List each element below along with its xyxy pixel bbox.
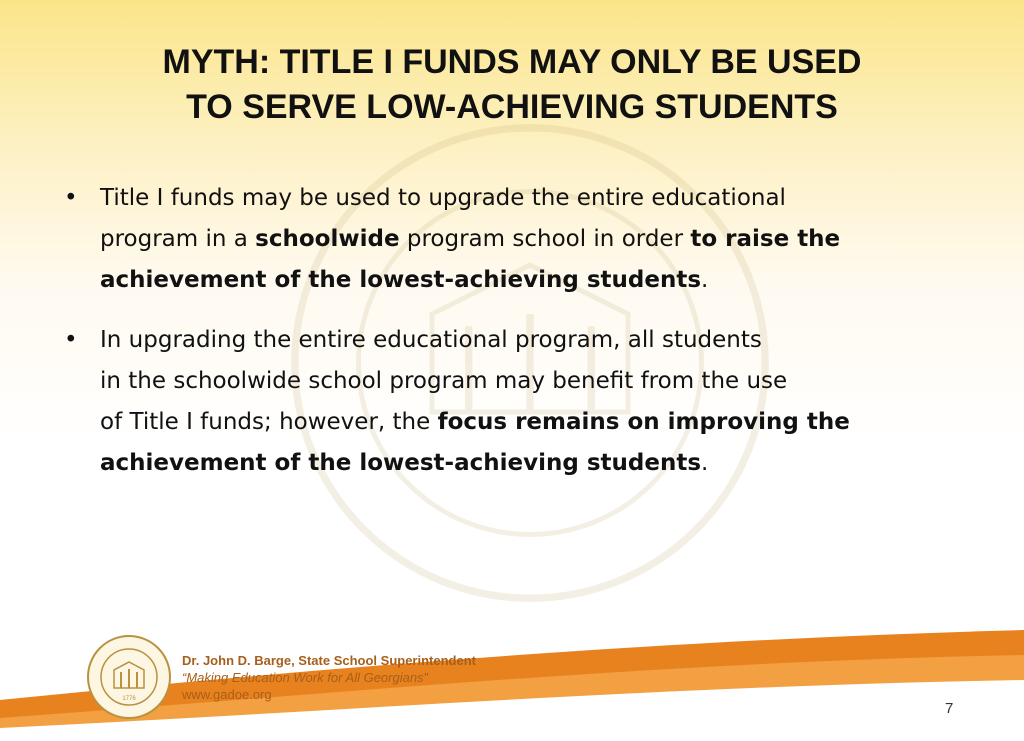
bullet-item	[60, 320, 950, 484]
bullet-line	[100, 178, 950, 219]
website-link[interactable]: www.gadoe.org	[182, 687, 272, 702]
bullet-line	[100, 361, 950, 402]
body-text: Title I funds may be used to upgrade the entire educational	[100, 185, 786, 211]
bullet-line	[100, 443, 950, 484]
body-text: .	[701, 267, 709, 293]
body-text: in the schoolwide school program may benefit from the use	[100, 368, 788, 394]
title-line: MYTH: TITLE I FUNDS MAY ONLY BE USED	[162, 43, 862, 81]
bold-text: achievement of the lowest-achieving students	[100, 267, 702, 293]
svg-text:1776: 1776	[122, 696, 136, 702]
bullet-list	[60, 178, 950, 503]
bullet-line	[100, 402, 950, 443]
body-text: In upgrading the entire educational program, all students	[100, 327, 762, 353]
bullet-line	[100, 320, 950, 361]
slide-title	[60, 40, 964, 130]
bullet-line	[100, 219, 950, 260]
department-seal-logo	[86, 634, 172, 720]
page-number: 7	[945, 700, 954, 717]
footer-text	[182, 652, 476, 703]
body-text: program school in order	[399, 226, 691, 252]
bold-text: achievement of the lowest-achieving students	[100, 450, 702, 476]
bold-text: schoolwide	[255, 226, 400, 252]
body-text: program in a	[100, 226, 256, 252]
body-text: of Title I funds; however, the	[100, 409, 438, 435]
bold-text: focus remains on improving the	[437, 409, 850, 435]
superintendent-name: Dr. John D. Barge, State School Superintendent	[182, 653, 476, 668]
body-text: .	[701, 450, 709, 476]
bullet-item	[60, 178, 950, 301]
title-line: TO SERVE LOW-ACHIEVING STUDENTS	[186, 88, 838, 126]
bullet-dot: •	[64, 185, 78, 211]
bullet-dot: •	[64, 327, 78, 353]
bullet-line	[100, 260, 950, 301]
bold-text: to raise the	[690, 226, 841, 252]
footer-tagline: “Making Education Work for All Georgians”	[182, 670, 428, 685]
